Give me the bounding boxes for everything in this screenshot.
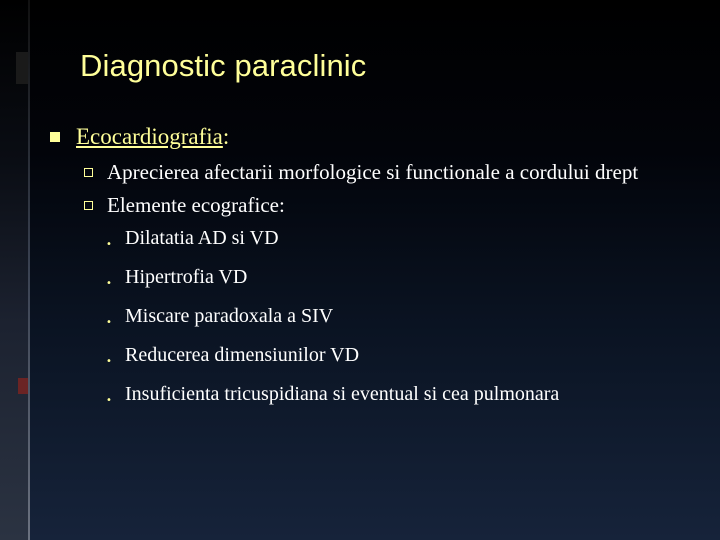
filled-square-bullet-icon bbox=[50, 132, 60, 142]
bullet-level2-text: Aprecierea afectarii morfologice si functionale a cordului drept bbox=[107, 160, 639, 184]
small-dot-bullet-icon: • bbox=[106, 395, 112, 406]
bullet-level3-text: Dilatatia AD si VD bbox=[125, 227, 279, 249]
title-marker-block bbox=[16, 52, 28, 84]
bullet-level2-text: Elemente ecografice: bbox=[107, 193, 285, 217]
bullet-level3-text: Reducerea dimensiunilor VD bbox=[125, 344, 360, 366]
small-dot-bullet-icon: • bbox=[106, 317, 112, 328]
hollow-square-bullet-icon bbox=[84, 168, 93, 177]
slide-content bbox=[50, 124, 690, 421]
bullet-level3 bbox=[106, 265, 690, 296]
bullet-level3 bbox=[106, 382, 690, 413]
bullet-level3-text: Miscare paradoxala a SIV bbox=[125, 305, 334, 327]
small-dot-bullet-icon: • bbox=[106, 356, 112, 367]
small-dot-bullet-icon: • bbox=[106, 278, 112, 289]
bullet-level3 bbox=[106, 226, 690, 257]
bullet-level3 bbox=[106, 304, 690, 335]
bullet-level3-text: Insuficienta tricuspidiana si eventual si cea pulmonara bbox=[125, 383, 560, 405]
bullet-level1-text bbox=[76, 124, 229, 150]
left-red-accent bbox=[18, 378, 28, 394]
left-decorative-line bbox=[28, 0, 30, 540]
bullet-level3 bbox=[106, 343, 690, 374]
slide-title: Diagnostic paraclinic bbox=[80, 48, 367, 83]
bullet-level2 bbox=[84, 160, 690, 185]
ecocardiografia-link[interactable]: Ecocardiografia bbox=[76, 124, 223, 149]
bullet-level3-text: Hipertrofia VD bbox=[125, 266, 248, 288]
small-dot-bullet-icon: • bbox=[106, 239, 112, 250]
bullet-level1-suffix: : bbox=[222, 124, 230, 149]
hollow-square-bullet-icon bbox=[84, 201, 93, 210]
bullet-level2 bbox=[84, 193, 690, 218]
bullet-level1 bbox=[50, 124, 690, 150]
